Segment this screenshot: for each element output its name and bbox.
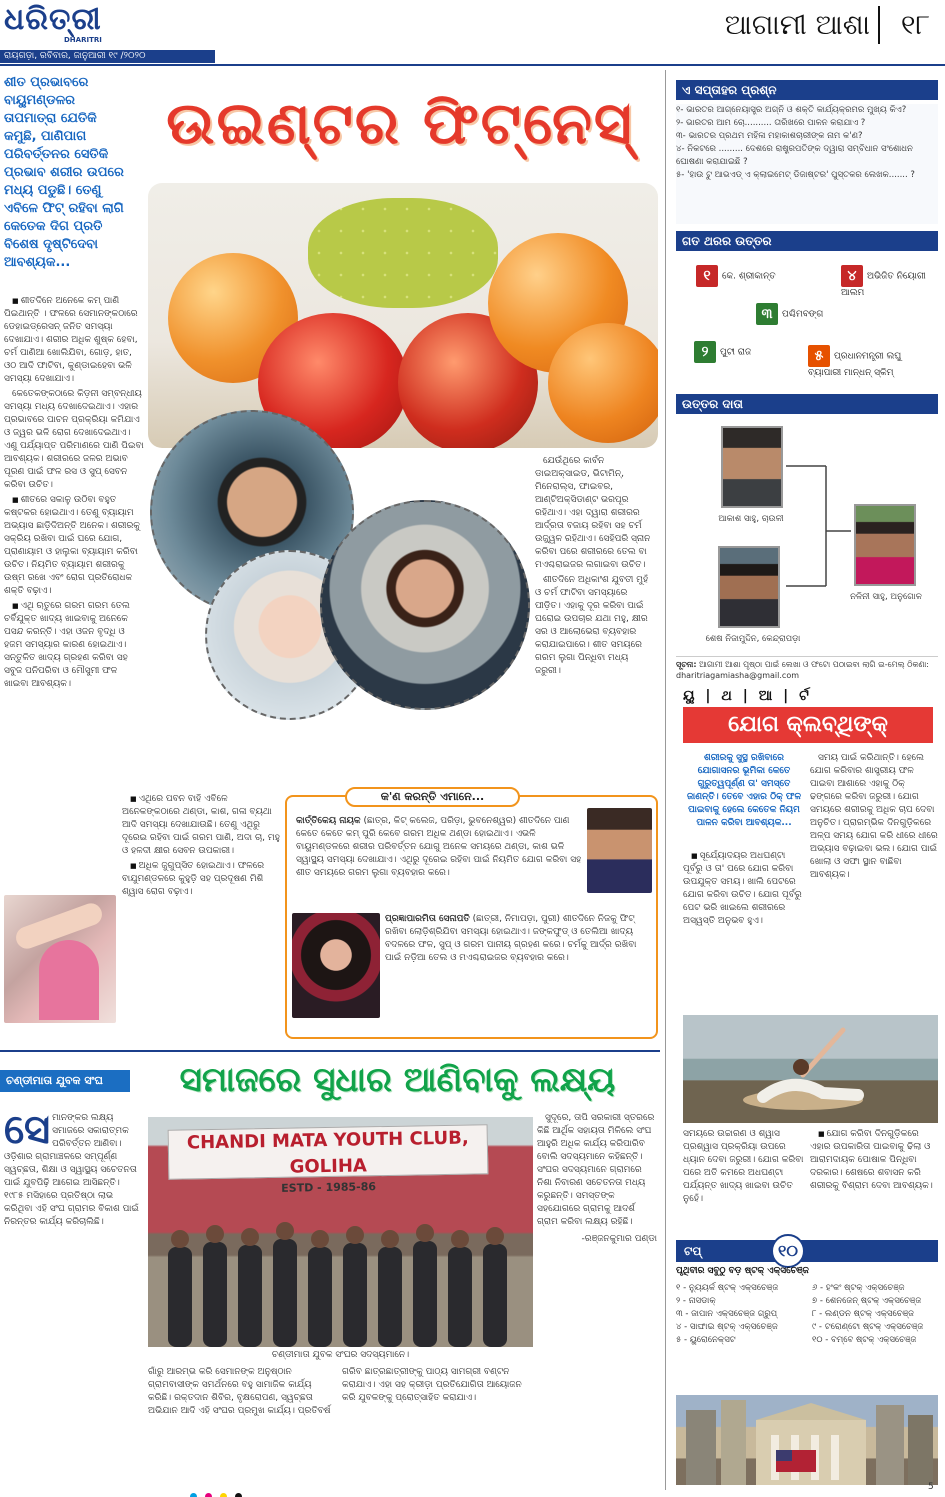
club-banner-text: CHANDI MATA YOUTH CLUB, GOLIHA bbox=[186, 1127, 469, 1178]
answer-number: ୩ bbox=[756, 303, 778, 325]
list-item: ୨ - ନାସଡାକ୍ bbox=[676, 1296, 716, 1306]
paragraph: କେତେକଙ୍କଠାରେ କିଡ଼ନୀ ସମ୍ବନ୍ଧୀୟ ସମସ୍ୟା ମଧ୍ୟ ଦେଖାଦେଇଥାଏ। ଏହାର ପ୍ରଭାବରେ ପାଚନ ପ୍ରକ୍ରିୟା କମିଯାଏ ଓ ଜ୍ୱର ଭଳି ରୋଗ ଦେଖାଦେଇଥାଏ। ଏଣୁ ପର୍ଯ୍ୟାପ୍ତ ପରିମାଣରେ ପାଣି ପିଇବା ଆବଶ୍ୟକ। ଶରୀରରେ ଜଳର ଅଭାବ ପୂରଣ ପାଇଁ ଫଳ ରସ ଓ ସୁପ୍ ସେବନ କରିବା ଉଚିତ। bbox=[4, 389, 144, 490]
folio-number: 5 bbox=[928, 1482, 934, 1492]
feature-headline: ଉଇଣ୍ଟର ଫିଟ୍‌ନେସ୍ bbox=[166, 89, 634, 157]
quiz-question: ୪- ନିକଟରେ ......... ଦେଶରେ ରାଷ୍ଟ୍ରପତିଙ୍କ ଦ୍ୱାରା ସମ୍ବିଧାନ ସଂଶୋଧନ ଘୋଷଣା କରାଯାଇଛି ? bbox=[676, 144, 913, 167]
quote-person1 bbox=[296, 815, 586, 905]
paragraph: ଶୀତଦିନେ ଅଧିକାଂଶ ଯୁବତୀ ମୁହଁ ଓ ଚର୍ମ ଫାଟିବା ସମସ୍ୟାରେ ପୀଡ଼ିତ। ଏହାକୁ ଦୂର କରିବା ପାଇଁ ଘରୋଇ ଉପଚାର ଯଥା ମହୁ, କ୍ଷୀର ସର ଓ ଆଲୋଭେରା ବ୍ୟବହାର କରାଯାଇପାରେ। ଶୀତ ସମୟରେ ଗରମ ଲୁଗା ପିନ୍ଧିବା ମଧ୍ୟ ଜରୁରୀ। bbox=[535, 575, 649, 676]
person1-photo bbox=[587, 808, 652, 893]
feature-body-middle bbox=[535, 455, 653, 780]
paragraph: ■ ଶୀତଦିନେ ଅନେକେ କମ୍ ପାଣି ପିଇଥାନ୍ତି । ଫଳରେ ସେମାନଙ୍କଠାରେ ଡେହାଇଡ୍ରେସନ୍ ଜନିତ ସମସ୍ୟା ଦେଖାଯାଏ। ଶରୀର ଅଧିକ ଶୁଷ୍କ ହେବା, ଚର୍ମ ପାଣିଆ ଖୋଲିଯିବା, ଗୋଡ଼, ହାତ, ଓଠ ଆଦି ଫାଟିବା, କୁଣ୍ଡାଇହେବା ଭଳି ସମସ୍ୟା ଦେଖାଯାଏ। bbox=[4, 295, 144, 386]
paragraph: ■ ଏଥି ଋତୁରେ ଗରମ ଗରମ ତେଲ ଚର୍ବିଯୁକ୍ତ ଖାଦ୍ୟ ଖାଇବାକୁ ଅନେକେ ପସନ୍ଦ କରନ୍ତି। ଏହା ଓଜନ ବୃଦ୍ଧି ଓ ହଜମ ସମସ୍ୟାର କାରଣ ହୋଇଥାଏ। ସନ୍ତୁଳିତ ଖାଦ୍ୟ ଗ୍ରହଣ କରିବା ସହ ସବୁଜ ପନିପରିବା ଓ ମୌସୁମୀ ଫଳ ଖାଇବା ଆବଶ୍ୟକ। bbox=[4, 600, 144, 691]
girl-in-woolens-photo bbox=[320, 500, 530, 710]
registration-dot bbox=[190, 1493, 197, 1497]
top10-list-right bbox=[812, 1282, 940, 1402]
yoga-body-bottom-right bbox=[810, 1128, 938, 1238]
yoga-pose-photo bbox=[683, 1015, 938, 1123]
top10-subhead: ପୃଥିବୀର ସବୁଠୁ ବଡ଼ ଷ୍ଟକ୍ ଏକ୍ସଚେଞ୍ଜ bbox=[676, 1266, 809, 1276]
yoga-body-right bbox=[810, 752, 938, 1012]
answers-header: ଗତ ଥରର ଉତ୍ତର bbox=[676, 231, 938, 251]
answers-box bbox=[676, 253, 938, 383]
answer-text: ପୁଟୀ ରାଜ bbox=[720, 347, 752, 358]
quiz-question: ୨- ଭାରତର ଆମ ଚୋ.......... ତାରିଖରେ ପାଳନ କରାଯାଏ ? bbox=[676, 118, 866, 128]
answer-item bbox=[694, 341, 794, 363]
newspaper-logo bbox=[4, 4, 174, 44]
yoga-intro: ଶରୀରକୁ ସୁସ୍ଥ ରଖିବାରେ ଯୋଗାସନର ଭୂମିକା କେତେ ଗୁରୁତ୍ୱପୂର୍ଣ୍ଣ ତା' ସମସ୍ତେ ଜାଣନ୍ତି। ତେବେ ଏହାର ଠିକ୍ ଫଳ ପାଇବାକୁ ହେଲେ କେତେକ ନିୟମ ପାଳନ କରିବା ଆବଶ୍ୟକ... bbox=[686, 753, 802, 828]
list-item: ୧୦ - ବମ୍ବେ ଷ୍ଟକ୍ ଏକ୍ସଚେଞ୍ଜ bbox=[812, 1335, 917, 1345]
page-number: ୧୮ bbox=[900, 8, 931, 41]
person1-detail: (ଛାତ୍ର, କିଟ୍ କଲେଜ, ପରିଡ଼ା, ଭୁବନେଶ୍ୱର) bbox=[363, 816, 517, 826]
grapes-shape bbox=[308, 198, 498, 308]
top-divider bbox=[0, 64, 945, 66]
registration-dot bbox=[220, 1493, 227, 1497]
yoga-figure bbox=[683, 1015, 938, 1123]
quiz-header: ଏ ସପ୍ତାହର ପ୍ରଶ୍ନ bbox=[676, 80, 938, 100]
winner-name: ଆକାଶ ସାହୁ, ଚାଉଳୀ bbox=[718, 514, 784, 524]
answer-item bbox=[696, 265, 806, 287]
club-group-photo bbox=[148, 1117, 533, 1347]
paragraph: ଯେଉଁଥିରେ କାର୍ବନ ଡାଇଅକ୍ସାଇଡ, ଭିଟାମିନ୍, ମିନେରାଲ୍ସ, ଫାଇବର, ଆଣ୍ଟିଅକ୍ସିଡାଣ୍ଟ ଭରପୂର ରହିଥାଏ। ଏହା ଦ୍ୱାରା ଶରୀରର ଆର୍ଦ୍ରତା ବଜାୟ ରହିବା ସହ ଚର୍ମ ଉଜ୍ଜ୍ୱଳ ରହିଥାଏ। ସେହିପରି ସ୍ନାନ କରିବା ପରେ ଶରୀରରେ ତେଲ ବା ମଏଶ୍ଚରାଇଜର ଲଗାଇବା ଉଚିତ। bbox=[535, 456, 651, 570]
winners-box bbox=[676, 416, 938, 666]
quiz-questions bbox=[676, 104, 938, 224]
top10-list-left bbox=[676, 1282, 810, 1402]
note-text: ଆଗାମୀ ଆଶା ପୃଷ୍ଠା ପାଇଁ ଲେଖା ଓ ଫଟୋ ପଠାଇବା ଲାଗି ଇ-ମେଲ୍ ଠିକଣା: bbox=[699, 660, 929, 669]
list-item: ୮ - ଲଣ୍ଡନ ଷ୍ଟକ୍ ଏକ୍ସଚେଞ୍ଜ bbox=[812, 1309, 915, 1319]
answer-item bbox=[756, 303, 876, 325]
list-item: ୫ - ୟୁରୋନେକ୍ସଟ bbox=[676, 1335, 736, 1345]
list-item: ୭ - ଶେନଜେନ୍ ଷ୍ଟକ୍ ଏକ୍ସଚେଞ୍ଜ bbox=[812, 1296, 922, 1306]
orange-shape bbox=[548, 323, 658, 443]
building-shapes bbox=[676, 1395, 938, 1485]
club-body-second: ଗାଁରୁ ଆରମ୍ଭ କରି ସେମାନଙ୍କ ଅନୁଷ୍ଠାନ ଗ୍ରାମବାସୀଙ୍କ ସମର୍ଥନରେ ବହୁ ସାମାଜିକ କାର୍ଯ୍ୟ କରିଛି। ରକ୍ତଦାନ ଶିବିର, ବୃକ୍ଷରୋପଣ, ସ୍ୱଚ୍ଛତା ଅଭିଯାନ ଆଦି ଏହି ସଂଘର ପ୍ରମୁଖ କାର୍ଯ୍ୟ। ପ୍ରତିବର୍ଷ ଗରିବ ଛାତ୍ରଛାତ୍ରୀଙ୍କୁ ପାଠ୍ୟ ସାମଗ୍ରୀ ବଣ୍ଟନ କରାଯାଏ। ଏହା ସହ କ୍ରୀଡ଼ା ପ୍ରତିଯୋଗିତା ଆୟୋଜନ କରି ଯୁବକଙ୍କୁ ପ୍ରୋତ୍ସାହିତ କରାଯାଏ। bbox=[148, 1367, 522, 1416]
answer-item bbox=[808, 345, 936, 379]
paragraph: ■ ସୂର୍ଯ୍ୟୋଦୟର ଅଧଘଣ୍ଟା ପୂର୍ବରୁ ଓ ତା' ପରେ ଯୋଗ କରିବା ଉପଯୁକ୍ତ ସମୟ। ଖାଲି ପେଟରେ ଯୋଗ କରିବା ଉଚିତ। ଯୋଗ ପୂର୍ବରୁ ପେଟ ଭରି ଖାଇଲେ ଶରୀରରେ ଅସ୍ୱସ୍ତି ଅନୁଭବ ହୁଏ। bbox=[683, 850, 805, 928]
winners-header: ଉତ୍ତର ଦାତା bbox=[676, 394, 938, 414]
note-label: ସୂଚନା: bbox=[676, 660, 697, 669]
email-link[interactable]: dharitriagamiasha@gmail.com bbox=[676, 671, 799, 680]
quiz-question: ୫- 'ହାଉ ଟୁ ଆଭଏଡ୍ ଏ କ୍ଲାଇମେଟ୍ ଡିଜାଷ୍ଟର' ପୁସ୍ତକର ଲେଖକ....... ? bbox=[676, 170, 915, 180]
logo-subtext: DHARITRI bbox=[64, 36, 102, 44]
section-tag: ଚଣ୍ଡୀମାତା ଯୁବକ ସଂଘ bbox=[0, 1070, 130, 1092]
paragraph: ■ ଶୀତରେ ସକାଳୁ ଉଠିବା ବହୁତ କଷ୍ଟକର ହୋଇଥାଏ। ତେଣୁ ବ୍ୟାୟାମ ଅଭ୍ୟାସ ଛାଡ଼ିଦିଅନ୍ତି ଅନେକ। ଶରୀରକୁ ସକ୍ରିୟ ରଖିବା ପାଇଁ ଘରେ ଯୋଗ, ପ୍ରାଣାୟାମ ଓ ହାଲୁକା ବ୍ୟାୟାମ କରିବା ଉଚିତ। ନିୟମିତ ବ୍ୟାୟାମ ଶରୀରକୁ ଉଷ୍ମ ରଖେ ଏବଂ ରୋଗ ପ୍ରତିରୋଧକ ଶକ୍ତି ବଢ଼ାଏ। bbox=[4, 494, 144, 598]
list-item: ୪ - ସାଙ୍ଘାଇ ଷ୍ଟକ୍ ଏକ୍ସଚେଞ୍ଜ bbox=[676, 1322, 778, 1332]
answer-text: ପଶ୍ଚିମବଙ୍ଗ bbox=[782, 309, 824, 320]
club-body1-text: ମାନଙ୍କର ଲକ୍ଷ୍ୟ ସମାଜରେ ସକାରାତ୍ମକ ପରିବର୍ତ୍ତନ ଆଣିବା। ଓଡ଼ିଶାର ଗ୍ରାମାଞ୍ଚଳରେ ସମ୍ପୂର୍ଣ୍ଣ ସ୍ୱଚ୍ଛତା, ଶିକ୍ଷା ଓ ସ୍ୱାସ୍ଥ୍ୟ ସଚେତନତା ପାଇଁ ଯୁବପିଢ଼ି ଆଗେଇ ଆସିଛନ୍ତି। ୧୯୮୫ ମସିହାରେ ପ୍ରତିଷ୍ଠା ଲାଭ କରିଥିବା ଏହି ସଂଘ ଗ୍ରାମର ବିକାଶ ପାଇଁ ନିରନ୍ତର କାର୍ଯ୍ୟ କରିଚାଲିଛି। bbox=[4, 1113, 139, 1227]
paragraph: ସମୟ ପାଇଁ କରିଥାନ୍ତି। ହେଲେ ଯୋଗ କରିବାର ଶାସ୍ତ୍ରୀୟ ଫଳ ପାଇବା ଆଶାରେ ଏହାକୁ ଠିକ୍ ଢଙ୍ଗରେ କରିବା ଜରୁରୀ। ଯୋଗ ସମୟରେ ଶରୀରକୁ ଅଧିକ ଚାପ ଦେବା ଅନୁଚିତ। ପ୍ରାରମ୍ଭିକ ଦିନଗୁଡ଼ିକରେ ଅଳ୍ପ ସମୟ ଯୋଗ କରି ଧୀରେ ଧୀରେ ଅଭ୍ୟାସ ବଢ଼ାଇବା ଭଲ। ଯୋଗ ପାଇଁ ଖୋଲା ଓ ସଫା ସ୍ଥାନ ବାଛିବା ଆବଶ୍ୟକ। bbox=[810, 753, 938, 880]
yoga-body-left bbox=[683, 850, 805, 1010]
fruit-photo bbox=[148, 183, 658, 448]
feature-intro: ଶୀତ ପ୍ରଭାବରେ ବାୟୁମଣ୍ଡଳର ତାପମାତ୍ରା ଯେତିକି କମୁଛି, ପାଣିପାଗ ପରିବର୍ତ୍ତନର ସେତିକି ପ୍ରଭାବ ଶରୀର ଉପରେ ମଧ୍ୟ ପଡୁଛି। ତେଣୁ ଏବିଳେ ଫିଟ୍ ରହିବା ଲାଗି କେତେକ ଦିଗ ପ୍ରତି ବିଶେଷ ଦୃଷ୍ଟିଦେବା ଆବଶ୍ୟକ... bbox=[4, 75, 124, 270]
winner-photo bbox=[721, 426, 783, 508]
list-item: ୧ - ନ୍ୟୁୟର୍କ ଷ୍ଟକ୍ ଏକ୍ସଚେଞ୍ଜ bbox=[676, 1283, 779, 1293]
winner-name: ନଳିନୀ ସାହୁ, ଅନୁଗୋଳ bbox=[850, 592, 922, 602]
print-registration-dots bbox=[190, 1485, 250, 1495]
answer-item bbox=[841, 265, 936, 299]
answer-number: ୨ bbox=[694, 341, 716, 363]
paragraph: ■ ଅଧିକ ଜୁଗୁପ୍ସିତ ହୋଇଥାଏ। ଫଳରେ ବାଯୁମଣ୍ଡଳରେ କୁହୁଡ଼ି ସହ ପ୍ରଦୂଷଣ ମିଶି ଶ୍ୱାସ ରୋଗ ବଢ଼ାଏ। bbox=[122, 860, 280, 899]
yoga-headline: ଯୋଗ କ୍ଲବ୍‌ଥିଙ୍କ୍ bbox=[683, 707, 933, 743]
byline: -ରଞ୍ଜନକୁମାର ପଣ୍ଡା bbox=[581, 1234, 657, 1244]
quote-box-title: କ'ଣ କରନ୍ତି ଏମାନେ... bbox=[345, 787, 520, 807]
answer-text: ପ୍ରଧାନମନ୍ତ୍ରୀ ଲଘୁ ବ୍ୟାପାରୀ ମାନ୍‌ଧନ୍ ସ୍କିମ୍ bbox=[808, 351, 902, 378]
person2-photo bbox=[292, 913, 380, 1018]
answer-number: ୧ bbox=[696, 265, 718, 287]
answer-text: ଅଭିଜିତ ନିୟୋଗୀ ଆଲମ bbox=[841, 271, 926, 298]
page-title: ଆଗାମୀ ଆଶା bbox=[680, 6, 880, 44]
paragraph: ସୁଦୂରେ, ତାପି ସରକାରୀ ସ୍ତରରେ କିଛି ଆର୍ଥିକ ସହାୟତା ମିଳିଲେ ସଂଘ ଆହୁରି ଅଧିକ କାର୍ଯ୍ୟ କରିପାରିବ ବୋଲି ସଦସ୍ୟମାନେ କହିଛନ୍ତି। ସଂଘର ସଦସ୍ୟମାନେ ଗ୍ରାମରେ ନିଶା ନିବାରଣ ସଚେତନତା ମଧ୍ୟ କରୁଛନ୍ତି। ସମସ୍ତଙ୍କ ସହଯୋଗରେ ଗ୍ରାମକୁ ଆଦର୍ଶ ଗ୍ରାମ କରିବା ଲକ୍ଷ୍ୟ ରହିଛି। bbox=[537, 1113, 655, 1227]
list-item: ୬ - ହଂକଂ ଷ୍ଟକ୍ ଏକ୍ସଚେଞ୍ଜ bbox=[812, 1283, 905, 1293]
list-item: ୩ - ଜାପାନ ଏକ୍ସଚେଞ୍ଜ ଗ୍ରୁପ୍ bbox=[676, 1309, 778, 1319]
paragraph: ■ ଏଥିରେ ପବନ ବାହି ଏବିଳେ ଅନେକଙ୍କଠାରେ ଥଣ୍ଡା, କାଶ, ଗଳା ବ୍ୟଥା ଆଦି ସମସ୍ୟା ଦେଖାଯାଉଛି। ତେଣୁ ଏଥିରୁ ଦୂରେଇ ରହିବା ପାଇଁ ଗରମ ପାଣି, ଅଦା ଚା, ମହୁ ଓ ହଳଦୀ କ୍ଷୀର ସେବନ ଉପକାରୀ। bbox=[122, 793, 280, 858]
quote-person2 bbox=[385, 913, 653, 1023]
registration-dot bbox=[235, 1493, 242, 1497]
club-body-first bbox=[4, 1112, 142, 1492]
dry-skin-photo bbox=[4, 895, 116, 1023]
person1-quote: ଶୀତଦିନେ ପାଣ କେତେ କେତେ କମ୍ ପୁରି କେବେ ଗରମ ଅଧିକ ଥଣ୍ଡା ହୋଇଥାଏ। ଏଭଳି ବାୟୁମଣ୍ଡଳରେ ଶରୀର ପରିବର୍ତ୍ତନ ଯୋଗୁ ଅନେକ ସମୟରେ ଥଣ୍ଡା, କାଶ ଭଳି ସ୍ୱାସ୍ଥ୍ୟ ସମସ୍ୟା ଦେଖାଯାଏ। ଏଥିରୁ ଦୂରେଇ ରହିବା ପାଇଁ ନିୟମିତ ଯୋଗ କରିବା ସହ ଶୀତ ସମୟରେ ଗରମ ଲୁଗା ବ୍ୟବହାର କରେ। bbox=[296, 816, 582, 878]
section-divider bbox=[0, 1050, 660, 1052]
quiz-question: ୧- ଭାରତର ଆଗ୍ନେୟାସ୍ତ୍ର ଅଗ୍ନି ଓ ଶକ୍ତି କାର୍ଯ୍ୟକ୍ରମର ମୁଖ୍ୟ କିଏ? bbox=[676, 105, 907, 115]
feature-body-column2 bbox=[122, 793, 280, 1008]
top10-number: ୧୦ bbox=[771, 1234, 805, 1268]
club-body-third bbox=[537, 1112, 657, 1494]
youth-art-label: ୟୁ | ଥ | ଆ | ର୍ଟ bbox=[683, 688, 812, 704]
group-figures bbox=[148, 1117, 533, 1347]
logo-text: ଧରିତ୍ରୀ bbox=[4, 2, 102, 37]
answer-text: କେ. ଶ୍ରୀକାନ୍ତ bbox=[722, 271, 776, 282]
person1-name: କାର୍ତ୍ତିକେୟ ନାୟକ bbox=[296, 816, 361, 826]
answer-number: ୫ bbox=[808, 345, 830, 367]
feature-body-left bbox=[4, 295, 144, 790]
top10-header bbox=[676, 1240, 938, 1262]
submission-note bbox=[676, 656, 938, 678]
person2-name: ପ୍ରଜ୍ଞାପାରମିତା ସେନାପତି bbox=[385, 914, 470, 924]
yoga-body-bottom-left: ସମୟରେ ଉଚ୍ଚାରଣ ଓ ଶ୍ୱାସ ପ୍ରଶ୍ୱାସ ପ୍ରକ୍ରିୟା ଉପରେ ଧ୍ୟାନ ଦେବା ଜରୁରୀ। ଯୋଗ କରିବା ପରେ ଅତି କମରେ ଅଧଘଣ୍ଟା ପର୍ଯ୍ୟନ୍ତ ଖାଦ୍ୟ ଖାଇବା ଉଚିତ ନୁହେଁ। bbox=[683, 1129, 804, 1204]
drop-cap: ସେ bbox=[4, 1112, 51, 1153]
club-photo-caption: ଚଣ୍ଡୀମାତା ଯୁବକ ସଂଘର ସଦସ୍ୟମାନେ। bbox=[271, 1350, 410, 1360]
top10-label: ଟପ୍ bbox=[684, 1244, 702, 1258]
column-divider bbox=[665, 70, 666, 1490]
list-item: ୯ - ଟରୋଣ୍ଟୋ ଷ୍ଟକ୍ ଏକ୍ସଚେଞ୍ଜ bbox=[812, 1322, 924, 1332]
registration-dot bbox=[205, 1493, 212, 1497]
club-banner-estd: ESTD - 1985-86 bbox=[281, 1180, 377, 1195]
club-headline: ସମାଜରେ ସୁଧାର ଆଣିବାକୁ ଲକ୍ଷ୍ୟ bbox=[179, 1060, 616, 1100]
answer-number: ୪ bbox=[841, 265, 863, 287]
person2-quote: ଶୀତଦିନେ ନିଜକୁ ଫିଟ୍ ରଖିବା ଲୋଡ଼ିଶ୍ରିଯିବା ସମସ୍ୟା ହୋଇଥାଏ। ଜଙ୍କଫୁଡ୍ ଓ ତେଲିଆ ଖାଦ୍ୟ ବଦଳରେ ଫଳ, ସୁପ୍ ଓ ଗରମ ପାନୀୟ ଗ୍ରହଣ କରେ। ଚର୍ମକୁ ଆର୍ଦ୍ର ରଖିବା ପାଇଁ ନଡ଼ିଆ ତେଲ ଓ ମଏଶ୍ଚରାଇଜର ବ୍ୟବହାର କରେ। bbox=[385, 914, 637, 963]
person2-detail: (ଛାତ୍ରୀ, ନିମାପଡ଼ା, ପୁରୀ) bbox=[472, 914, 561, 924]
winner-name: ଶେଷ ନିଜାମୁଦ୍ଦିନ, କେନ୍ଦ୍ରାପଡ଼ା bbox=[705, 634, 801, 644]
dateline: ରାୟଗଡ଼ା, ରବିବାର, ଜାନୁଆରୀ ୧୯ /୨୦୨୦ bbox=[0, 50, 215, 63]
winner-photo bbox=[718, 546, 780, 628]
winner-photo bbox=[854, 504, 916, 586]
paragraph: ■ ଯୋଗ କରିବା ଦିନଗୁଡ଼ିକରେ ଏହାର ଉପକାରିତା ପାଇବାକୁ ଢିଲା ଓ ଆରାମଦାୟକ ପୋଷାକ ପିନ୍ଧିବା ଦରକାର। ଶେଷରେ ଶବାସନ କରି ଶରୀରକୁ ବିଶ୍ରାମ ଦେବା ଆବଶ୍ୟକ। bbox=[810, 1128, 938, 1193]
quiz-question: ୩- ଭାରତର ପ୍ରଥମ ମହିଳା ମହାକାଶଚାରୀଙ୍କ ନାମ କ'ଣ? bbox=[676, 131, 863, 141]
stock-exchange-photo bbox=[676, 1395, 938, 1485]
